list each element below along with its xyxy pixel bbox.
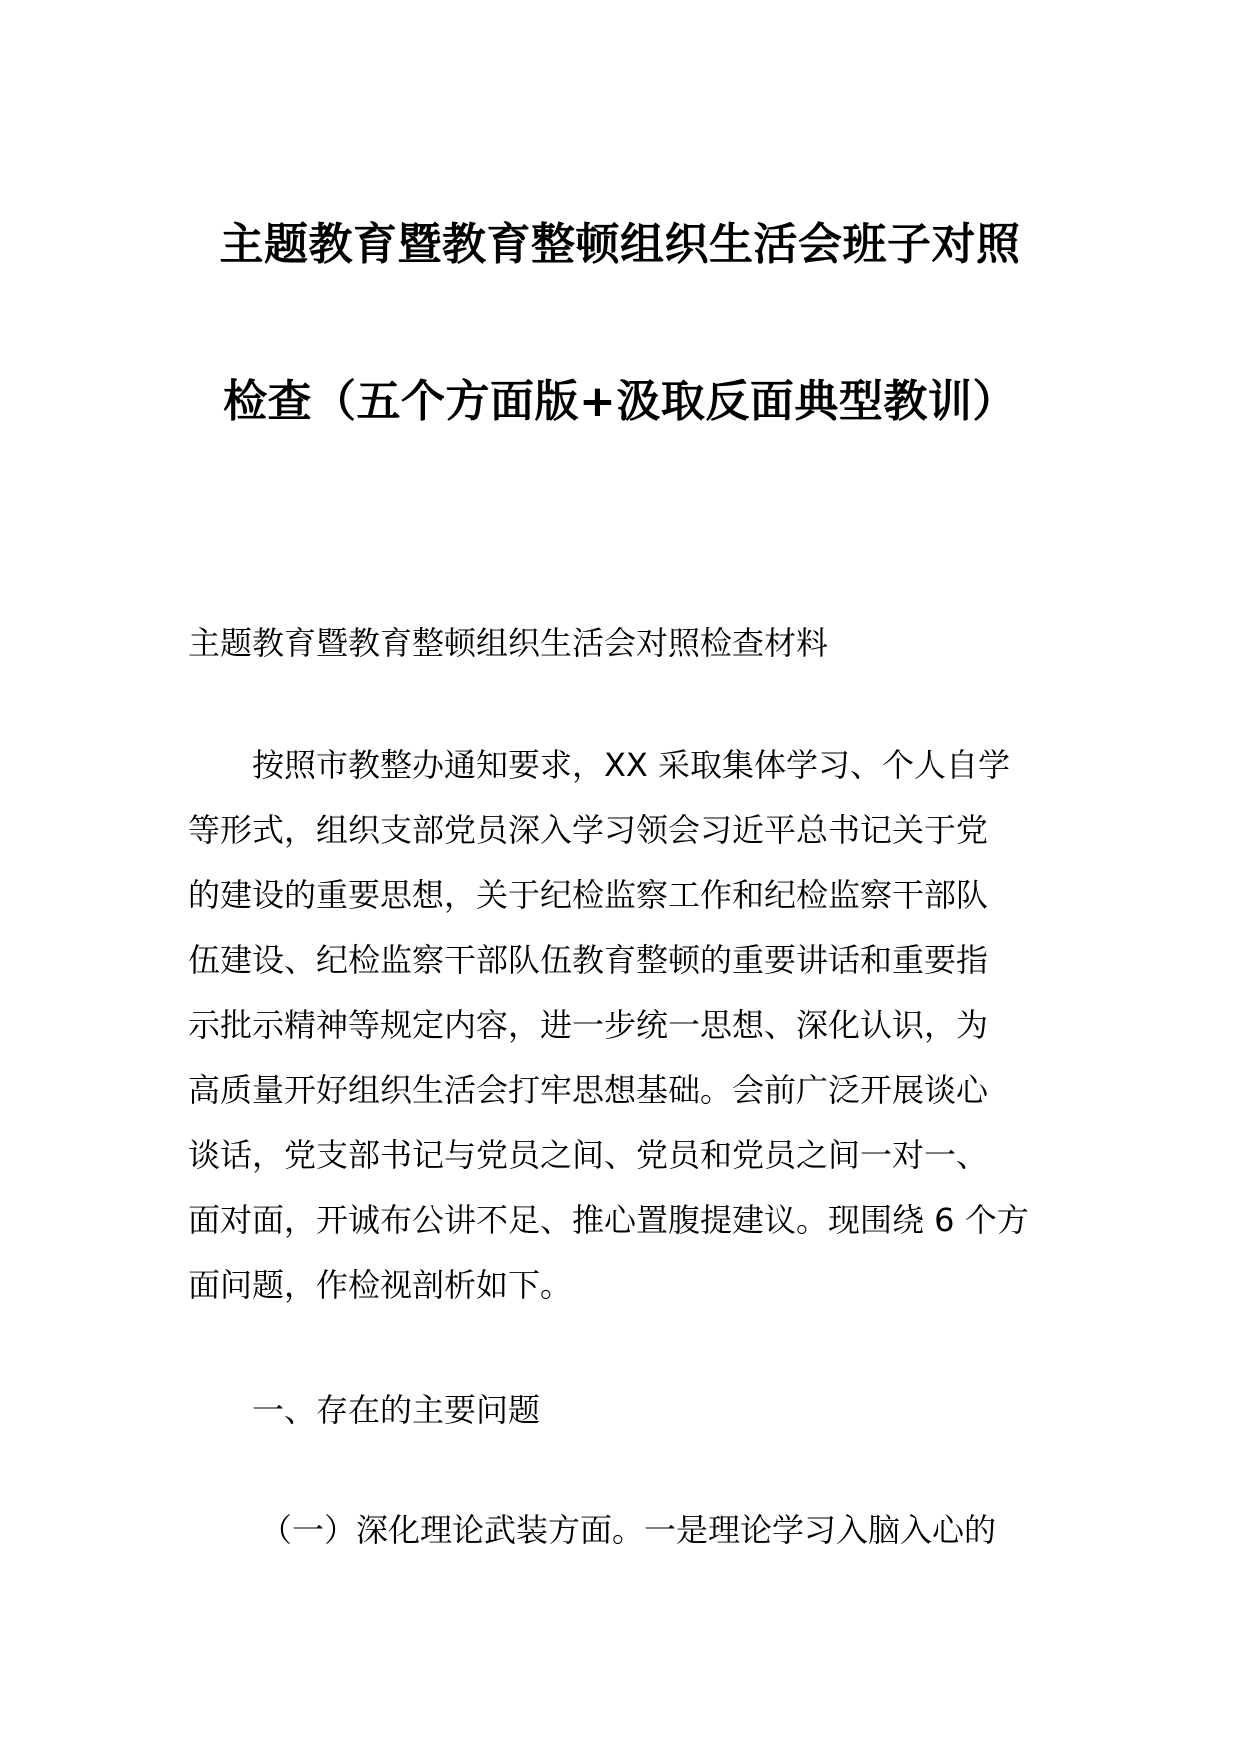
document-title-line-2: 检查（五个方面版+汲取反面典型教训） [223,376,1017,427]
intro-line-6: 高质量开好组织生活会打牢思想基础。会前广泛开展谈心 [188,1071,989,1109]
intro-line-9: 面问题，作检视剖析如下。 [188,1266,573,1304]
subsection-paragraph: （一）深化理论武装方面。一是理论学习入脑入心的 [260,1511,997,1549]
intro-line-2: 等形式，组织支部党员深入学习领会习近平总书记关于党 [188,811,989,849]
intro-line-4: 伍建设、纪检监察干部队伍教育整顿的重要讲话和重要指 [188,941,989,979]
document-title-line-1: 主题教育暨教育整顿组织生活会班子对照 [219,219,1021,270]
intro-line-5: 示批示精神等规定内容，进一步统一思想、深化认识，为 [188,1006,989,1044]
intro-line-1: 按照市教整办通知要求，XX 采取集体学习、个人自学 [252,746,1011,784]
intro-line-7: 谈话，党支部书记与党员之间、党员和党员之间一对一、 [188,1136,989,1174]
intro-paragraph [188,733,1054,1318]
document-subtitle: 主题教育暨教育整顿组织生活会对照检查材料 [188,624,829,662]
section-heading: 一、存在的主要问题 [252,1391,541,1429]
intro-line-3: 的建设的重要思想，关于纪检监察工作和纪检监察干部队 [188,876,989,914]
intro-line-8: 面对面，开诚布公讲不足、推心置腹提建议。现围绕 6 个方 [188,1201,1029,1239]
